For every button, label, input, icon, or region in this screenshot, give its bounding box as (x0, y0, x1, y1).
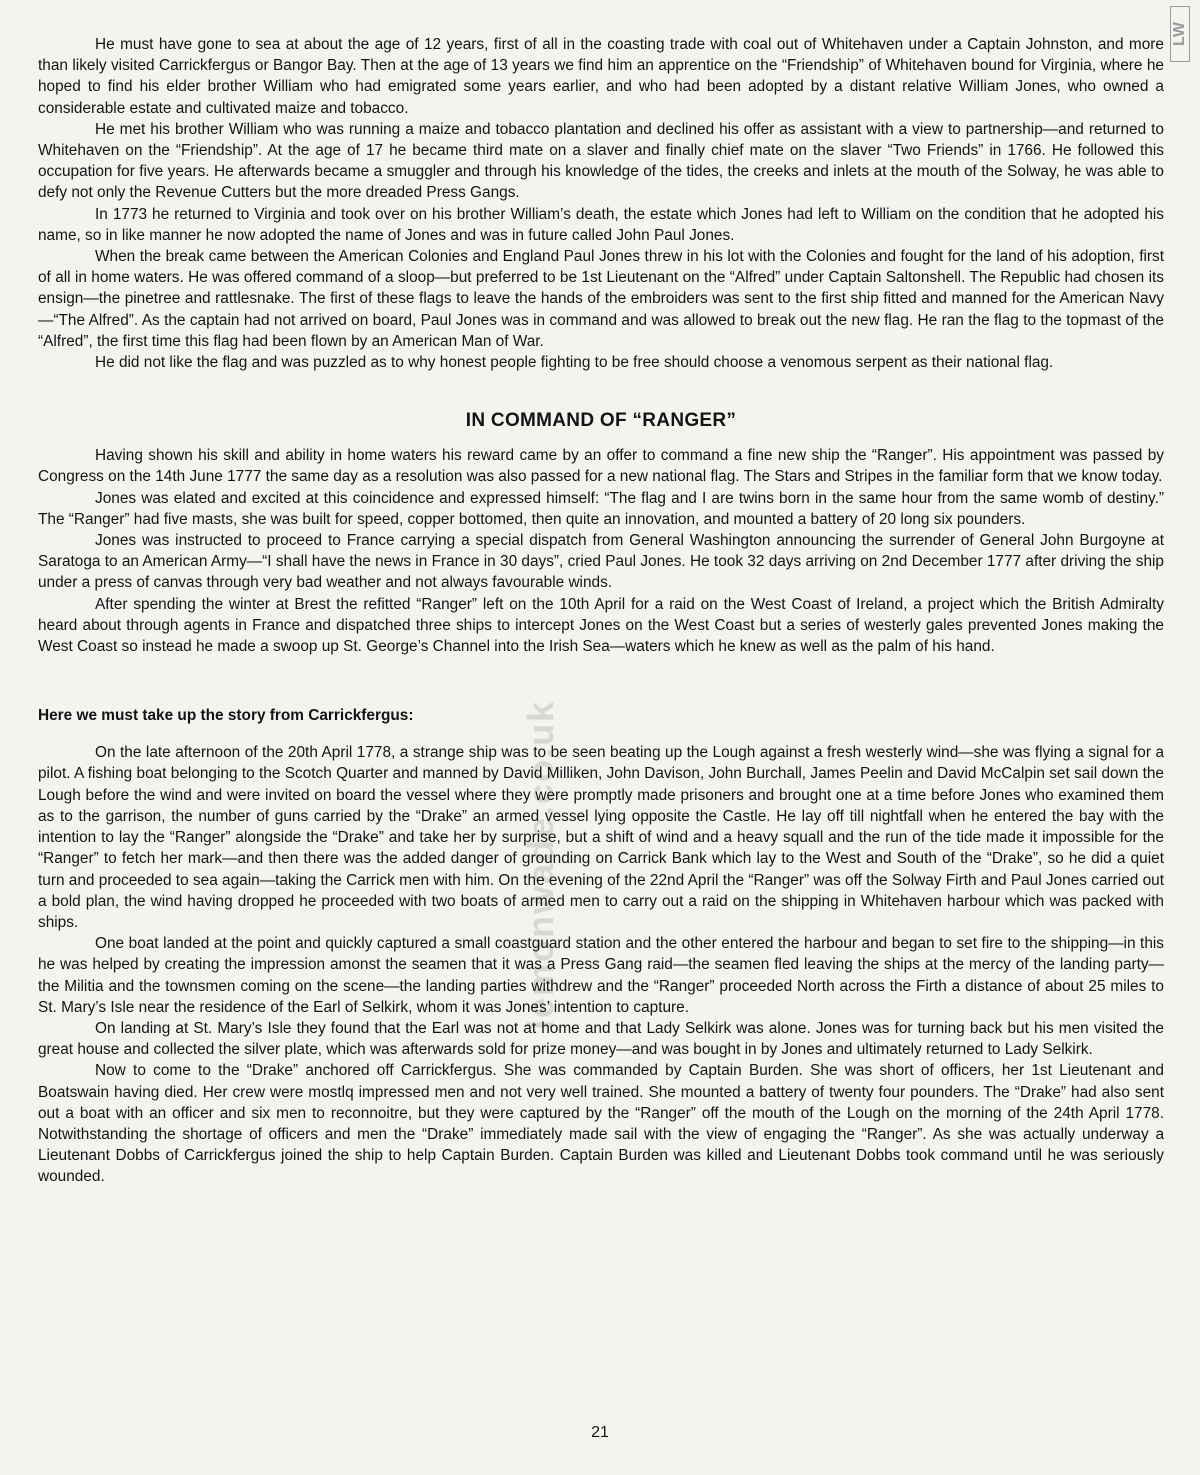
corner-mark: LW (1170, 6, 1190, 62)
carrick-paragraph-4: Now to come to the “Drake” anchored off Carrickfergus. She was commanded by Captain Burden. She was short of officers, her 1st Lieutenant and Boatswain having died. Her crew were mostlq impressed men and not very well trained. She mounted a battery of twenty four pounders. The “Drake” had also sent out a boat with an officer and six men to reconnoitre, but they were captured by the “Ranger” off the mouth of the Lough on the morning of the 24th April 1778. Notwithstanding the shortage of officers and men the “Drake” immediately made sail with the view of engaging the “Ranger”. As she was actually underway a Lieutenant Dobbs of Carrickfergus joined the ship to help Captain Burden. Captain Burden was killed and Lieutenant Dobbs took command until he was seriously wounded. (38, 1062, 1164, 1186)
carrick-paragraph-3: On landing at St. Mary’s Isle they found that the Earl was not at home and that Lady Selkirk was alone. Jones was for turning back but his men visited the great house and collected the silver plate, which was afterwards sold for prize money—and was bought in by Jones and ultimately returned to Lady Selkirk. (38, 1019, 1164, 1059)
subheading: Here we must take up the story from Carrickfergus: (38, 707, 414, 725)
ranger-paragraph-2: Jones was elated and excited at this coincidence and expressed himself: “The flag and I are twins born in the same hour from the same womb of destiny.” The “Ranger” had five masts, she was built for speed, copper bottomed, then quite an innovation, and mounted a battery of 20 long six pounders. (38, 489, 1164, 528)
intro-paragraph-2: He met his brother William who was running a maize and tobacco plantation and declined his offer as assistant with a view to partnership—and returned to Whitehaven on the “Friendship”. At the age of 17 he became third mate on a slaver and finally chief mate on the slaver “Two Friends” in 1766. He followed this occupation for five years. He afterwards became a smuggler and through his knowledge of the tides, the creeks and inlets at the mouth of the Solway, he was able to defy not only the Revenue Cutters but the more dreaded Press Gangs. (38, 120, 1164, 202)
carrick-paragraph-2: One boat landed at the point and quickly captured a small coastguard station and the other entered the harbour and began to set fire to the shipping—in this he was helped by creating the impression amonst the seamen that it was a Press Gang raid—the seamen fled leaving the ships at the mercy of the landing party—the Militia and the townsmen coming on the scene—the landing parties withdrew and the “Ranger” proceeded North across the Firth a distance of about 25 miles to St. Mary’s Isle near the residence of the Earl of Selkirk, whom it was Jones’ intention to capture. (38, 935, 1164, 1016)
ranger-paragraph-3: Jones was instructed to proceed to France carrying a special dispatch from General Washington announcing the surrender of General John Burgoyne at Saratoga to an American Army—“I shall have the news in France in 30 days”, cried Paul Jones. He took 32 days arriving on 2nd December 1777 after driving the ship under a press of canvas through very bad weather and not always favourable winds. (38, 532, 1164, 592)
ranger-paragraph-1: Having shown his skill and ability in home waters his reward came by an offer to command a fine new ship the “Ranger”. His appointment was passed by Congress on the 14th June 1777 the same day as a resolution was also passed for a new national flag. The Stars and Stripes in the familiar form that we know today. (38, 447, 1164, 486)
intro-paragraph-1: He must have gone to sea at about the age of 12 years, first of all in the coasting trade with coal out of Whitehaven under a Captain Johnston, and more than likely visited Carrickfergus or Bangor Bay. Then at the age of 13 years we find him an apprentice on the “Friendship” of Whitehaven bound for Virginia, where he hoped to find his elder brother William who had emigrated some years earlier, and who had been adopted by a distant relative William Jones, who owned a considerable estate and cultivated maize and tobacco. (38, 36, 1164, 117)
intro-paragraph-5: He did not like the flag and was puzzled as to why honest people fighting to be free should choose a venomous serpent as their national flag. (95, 354, 1054, 372)
section-heading: IN COMMAND OF “RANGER” (465, 410, 737, 432)
carrick-paragraph-1: On the late afternoon of the 20th April 1778, a strange ship was to be seen beating up the Lough against a fresh westerly wind—she was flying a signal for a pilot. A fishing boat belonging to the Scotch Quarter and manned by David Milliken, John Davison, John Burchall, James Peelin and David McCalpin set sail down the Lough before the wind and were invited on board the vessel where they were promptly made prisoners and brought one at a time before Jones who examined them as to the garrison, the number of guns carried by the “Drake” an armed vessel lying opposite the Castle. He lay off till nightfall when he entered the bay with the intention to lay the “Ranger” alongside the “Drake” and take her by surprise, but a shift of wind and a heavy squall and the run of the tide made it impossible for the “Ranger” to fetch her mark—and then there was the added danger of grounding on Carrick Bank which lay to the West and South of the “Drake”, so he did a quiet turn and proceeded to sea again—taking the Carrick men with him. On the evening of the 22nd April the “Ranger” was off the Solway Firth and Paul Jones carried out a bold plan, the wind having dropped he proceeded with two boats of armed men to carry out a raid on the shipping in Whitehaven harbour which was packed with ships. (38, 744, 1164, 931)
page-number: 21 (591, 1424, 609, 1441)
intro-paragraph-3: In 1773 he returned to Virginia and took over on his brother William’s death, the estate which Jones had left to William on the condition that he adopted his name, so in like manner he now adopted the name of Jones and was in future called John Paul Jones. (38, 205, 1164, 244)
ranger-paragraph-4: After spending the winter at Brest the refitted “Ranger” left on the 10th April for a raid on the West Coast of Ireland, a project which the British Admiralty heard about through agents in France and dispatched three ships to intercept Jones on the West Coast but a series of westerly gales prevented Jones making the West Coast so instead he made a swoop up St. George’s Channel into the Irish Sea—waters which he knew as well as the palm of his hand. (38, 595, 1164, 656)
watermark: lemonwade.co.uk (520, 699, 561, 1030)
intro-paragraph-4: When the break came between the American Colonies and England Paul Jones threw in his lot with the Colonies and fought for the land of his adoption, first of all in home waters. He was offered command of a sloop—but preferred to be 1st Lieutenant on the “Alfred” under Captain Saltonshell. The Republic had chosen its ensign—the pinetree and rattlesnake. The first of these flags to leave the hands of the embroiders was sent to the first ship fitted and manned for the American Navy—“The Alfred”. As the captain had not arrived on board, Paul Jones was in command and was allowed to break out the new flag. He ran the flag to the topmast of the “Alfred”, the first time this flag had been flown by an American Man of War. (38, 248, 1164, 350)
page-body (38, 34, 1164, 1188)
